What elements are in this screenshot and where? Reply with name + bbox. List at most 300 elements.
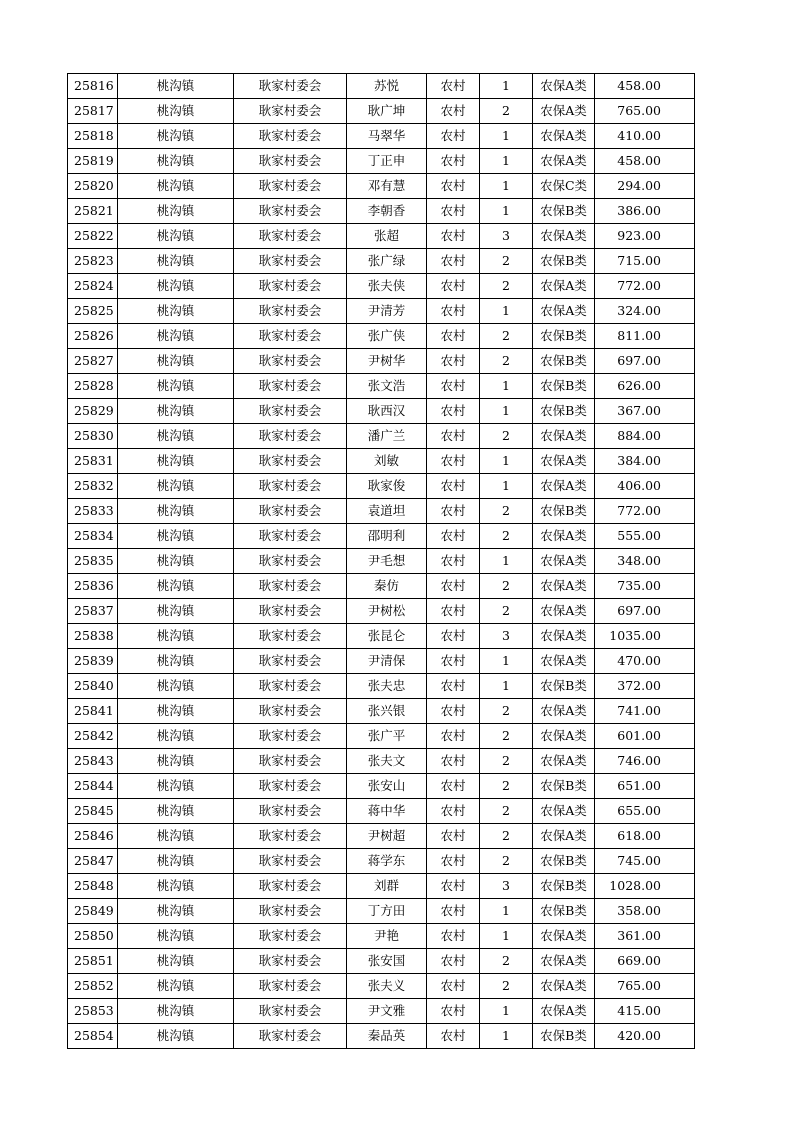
amount-cell: 715.00 (595, 249, 695, 274)
town-cell: 桃沟镇 (118, 724, 234, 749)
person-name-cell: 张兴银 (347, 699, 427, 724)
village-committee-cell: 耿家村委会 (234, 699, 347, 724)
member-count-cell: 1 (480, 999, 533, 1024)
member-count-cell: 1 (480, 174, 533, 199)
person-name-cell: 丁正申 (347, 149, 427, 174)
person-name-cell: 邓有慧 (347, 174, 427, 199)
table-row (68, 274, 695, 299)
member-count-cell: 1 (480, 924, 533, 949)
person-name-cell: 邵明利 (347, 524, 427, 549)
household-type-cell: 农村 (427, 999, 480, 1024)
person-name-cell: 丁方田 (347, 899, 427, 924)
member-count-cell: 2 (480, 499, 533, 524)
insurance-category-cell: 农保A类 (533, 574, 595, 599)
household-type-cell: 农村 (427, 699, 480, 724)
member-count-cell: 2 (480, 724, 533, 749)
town-cell: 桃沟镇 (118, 249, 234, 274)
household-type-cell: 农村 (427, 774, 480, 799)
insurance-category-cell: 农保B类 (533, 249, 595, 274)
table-row (68, 974, 695, 999)
household-type-cell: 农村 (427, 624, 480, 649)
person-name-cell: 尹树超 (347, 824, 427, 849)
village-committee-cell: 耿家村委会 (234, 224, 347, 249)
insurance-category-cell: 农保A类 (533, 924, 595, 949)
insurance-category-cell: 农保B类 (533, 199, 595, 224)
person-name-cell: 张昆仑 (347, 624, 427, 649)
table-row (68, 724, 695, 749)
household-type-cell: 农村 (427, 424, 480, 449)
insurance-category-cell: 农保A类 (533, 599, 595, 624)
member-count-cell: 3 (480, 624, 533, 649)
record-id-cell: 25817 (68, 99, 118, 124)
amount-cell: 361.00 (595, 924, 695, 949)
table-row (68, 124, 695, 149)
amount-cell: 772.00 (595, 499, 695, 524)
record-id-cell: 25838 (68, 624, 118, 649)
table-row (68, 749, 695, 774)
record-id-cell: 25830 (68, 424, 118, 449)
person-name-cell: 张夫忠 (347, 674, 427, 699)
member-count-cell: 3 (480, 224, 533, 249)
person-name-cell: 苏悦 (347, 74, 427, 99)
member-count-cell: 1 (480, 149, 533, 174)
household-type-cell: 农村 (427, 199, 480, 224)
household-type-cell: 农村 (427, 374, 480, 399)
person-name-cell: 耿西汉 (347, 399, 427, 424)
village-committee-cell: 耿家村委会 (234, 649, 347, 674)
amount-cell: 294.00 (595, 174, 695, 199)
person-name-cell: 秦仿 (347, 574, 427, 599)
record-id-cell: 25816 (68, 74, 118, 99)
village-committee-cell: 耿家村委会 (234, 299, 347, 324)
member-count-cell: 2 (480, 749, 533, 774)
village-committee-cell: 耿家村委会 (234, 399, 347, 424)
village-committee-cell: 耿家村委会 (234, 949, 347, 974)
member-count-cell: 2 (480, 949, 533, 974)
person-name-cell: 袁道坦 (347, 499, 427, 524)
household-type-cell: 农村 (427, 249, 480, 274)
person-name-cell: 秦品英 (347, 1024, 427, 1049)
record-id-cell: 25854 (68, 1024, 118, 1049)
town-cell: 桃沟镇 (118, 699, 234, 724)
record-id-cell: 25821 (68, 199, 118, 224)
town-cell: 桃沟镇 (118, 949, 234, 974)
record-id-cell: 25823 (68, 249, 118, 274)
amount-cell: 415.00 (595, 999, 695, 1024)
record-id-cell: 25835 (68, 549, 118, 574)
insurance-category-cell: 农保A类 (533, 99, 595, 124)
household-type-cell: 农村 (427, 549, 480, 574)
amount-cell: 669.00 (595, 949, 695, 974)
town-cell: 桃沟镇 (118, 899, 234, 924)
table-row (68, 474, 695, 499)
town-cell: 桃沟镇 (118, 524, 234, 549)
person-name-cell: 张文浩 (347, 374, 427, 399)
person-name-cell: 蒋中华 (347, 799, 427, 824)
insurance-category-cell: 农保A类 (533, 974, 595, 999)
household-type-cell: 农村 (427, 124, 480, 149)
member-count-cell: 1 (480, 549, 533, 574)
village-committee-cell: 耿家村委会 (234, 849, 347, 874)
person-name-cell: 尹树松 (347, 599, 427, 624)
insurance-category-cell: 农保A类 (533, 474, 595, 499)
amount-cell: 420.00 (595, 1024, 695, 1049)
amount-cell: 348.00 (595, 549, 695, 574)
table-row (68, 324, 695, 349)
person-name-cell: 张广绿 (347, 249, 427, 274)
table-row (68, 874, 695, 899)
table-row (68, 1024, 695, 1049)
member-count-cell: 2 (480, 699, 533, 724)
amount-cell: 811.00 (595, 324, 695, 349)
town-cell: 桃沟镇 (118, 1024, 234, 1049)
table-row (68, 449, 695, 474)
town-cell: 桃沟镇 (118, 849, 234, 874)
amount-cell: 601.00 (595, 724, 695, 749)
table-row (68, 674, 695, 699)
record-id-cell: 25849 (68, 899, 118, 924)
person-name-cell: 尹树华 (347, 349, 427, 374)
table-row (68, 949, 695, 974)
table-row (68, 899, 695, 924)
person-name-cell: 马翠华 (347, 124, 427, 149)
record-id-cell: 25845 (68, 799, 118, 824)
table-row (68, 924, 695, 949)
member-count-cell: 2 (480, 574, 533, 599)
amount-cell: 697.00 (595, 349, 695, 374)
insurance-category-cell: 农保A类 (533, 549, 595, 574)
household-type-cell: 农村 (427, 174, 480, 199)
member-count-cell: 1 (480, 74, 533, 99)
household-type-cell: 农村 (427, 149, 480, 174)
insurance-category-cell: 农保B类 (533, 899, 595, 924)
record-id-cell: 25840 (68, 674, 118, 699)
village-committee-cell: 耿家村委会 (234, 524, 347, 549)
insurance-category-cell: 农保A类 (533, 624, 595, 649)
record-id-cell: 25852 (68, 974, 118, 999)
insurance-category-cell: 农保A类 (533, 299, 595, 324)
household-type-cell: 农村 (427, 924, 480, 949)
insurance-category-cell: 农保A类 (533, 699, 595, 724)
table-row (68, 249, 695, 274)
amount-cell: 741.00 (595, 699, 695, 724)
person-name-cell: 张广侠 (347, 324, 427, 349)
record-id-cell: 25828 (68, 374, 118, 399)
town-cell: 桃沟镇 (118, 149, 234, 174)
amount-cell: 470.00 (595, 649, 695, 674)
village-committee-cell: 耿家村委会 (234, 349, 347, 374)
record-id-cell: 25831 (68, 449, 118, 474)
amount-cell: 765.00 (595, 99, 695, 124)
record-id-cell: 25832 (68, 474, 118, 499)
table-row (68, 224, 695, 249)
town-cell: 桃沟镇 (118, 449, 234, 474)
member-count-cell: 1 (480, 899, 533, 924)
insurance-category-cell: 农保A类 (533, 524, 595, 549)
village-committee-cell: 耿家村委会 (234, 474, 347, 499)
town-cell: 桃沟镇 (118, 574, 234, 599)
village-committee-cell: 耿家村委会 (234, 324, 347, 349)
member-count-cell: 1 (480, 124, 533, 149)
amount-cell: 358.00 (595, 899, 695, 924)
record-id-cell: 25820 (68, 174, 118, 199)
table-row (68, 524, 695, 549)
person-name-cell: 张夫义 (347, 974, 427, 999)
household-type-cell: 农村 (427, 399, 480, 424)
village-committee-cell: 耿家村委会 (234, 199, 347, 224)
town-cell: 桃沟镇 (118, 974, 234, 999)
insurance-category-cell: 农保B类 (533, 499, 595, 524)
table-row (68, 74, 695, 99)
insurance-category-cell: 农保A类 (533, 749, 595, 774)
amount-cell: 384.00 (595, 449, 695, 474)
town-cell: 桃沟镇 (118, 124, 234, 149)
table-row (68, 649, 695, 674)
member-count-cell: 2 (480, 774, 533, 799)
amount-cell: 1035.00 (595, 624, 695, 649)
town-cell: 桃沟镇 (118, 224, 234, 249)
amount-cell: 458.00 (595, 149, 695, 174)
member-count-cell: 1 (480, 449, 533, 474)
amount-cell: 765.00 (595, 974, 695, 999)
amount-cell: 386.00 (595, 199, 695, 224)
record-id-cell: 25842 (68, 724, 118, 749)
town-cell: 桃沟镇 (118, 399, 234, 424)
town-cell: 桃沟镇 (118, 299, 234, 324)
household-type-cell: 农村 (427, 724, 480, 749)
member-count-cell: 1 (480, 399, 533, 424)
table-row (68, 349, 695, 374)
record-id-cell: 25850 (68, 924, 118, 949)
records-table-body (68, 74, 695, 1049)
town-cell: 桃沟镇 (118, 749, 234, 774)
member-count-cell: 2 (480, 324, 533, 349)
town-cell: 桃沟镇 (118, 499, 234, 524)
household-type-cell: 农村 (427, 1024, 480, 1049)
village-committee-cell: 耿家村委会 (234, 424, 347, 449)
village-committee-cell: 耿家村委会 (234, 449, 347, 474)
town-cell: 桃沟镇 (118, 424, 234, 449)
table-row (68, 849, 695, 874)
village-committee-cell: 耿家村委会 (234, 799, 347, 824)
table-row (68, 624, 695, 649)
record-id-cell: 25818 (68, 124, 118, 149)
amount-cell: 618.00 (595, 824, 695, 849)
record-id-cell: 25836 (68, 574, 118, 599)
member-count-cell: 3 (480, 874, 533, 899)
insurance-category-cell: 农保A类 (533, 649, 595, 674)
village-committee-cell: 耿家村委会 (234, 974, 347, 999)
household-type-cell: 农村 (427, 499, 480, 524)
town-cell: 桃沟镇 (118, 374, 234, 399)
village-committee-cell: 耿家村委会 (234, 999, 347, 1024)
village-committee-cell: 耿家村委会 (234, 124, 347, 149)
village-committee-cell: 耿家村委会 (234, 149, 347, 174)
insurance-category-cell: 农保A类 (533, 424, 595, 449)
member-count-cell: 2 (480, 99, 533, 124)
household-type-cell: 农村 (427, 899, 480, 924)
table-row (68, 149, 695, 174)
amount-cell: 923.00 (595, 224, 695, 249)
town-cell: 桃沟镇 (118, 799, 234, 824)
insurance-category-cell: 农保B类 (533, 849, 595, 874)
record-id-cell: 25825 (68, 299, 118, 324)
table-row (68, 174, 695, 199)
person-name-cell: 刘敏 (347, 449, 427, 474)
record-id-cell: 25829 (68, 399, 118, 424)
town-cell: 桃沟镇 (118, 924, 234, 949)
household-type-cell: 农村 (427, 674, 480, 699)
member-count-cell: 1 (480, 649, 533, 674)
village-committee-cell: 耿家村委会 (234, 674, 347, 699)
household-type-cell: 农村 (427, 274, 480, 299)
insurance-category-cell: 农保A类 (533, 74, 595, 99)
village-committee-cell: 耿家村委会 (234, 724, 347, 749)
insurance-category-cell: 农保A类 (533, 999, 595, 1024)
town-cell: 桃沟镇 (118, 349, 234, 374)
amount-cell: 745.00 (595, 849, 695, 874)
household-type-cell: 农村 (427, 99, 480, 124)
records-table (67, 73, 695, 1049)
amount-cell: 458.00 (595, 74, 695, 99)
person-name-cell: 刘群 (347, 874, 427, 899)
member-count-cell: 1 (480, 674, 533, 699)
person-name-cell: 张安山 (347, 774, 427, 799)
insurance-category-cell: 农保A类 (533, 449, 595, 474)
amount-cell: 372.00 (595, 674, 695, 699)
town-cell: 桃沟镇 (118, 549, 234, 574)
table-row (68, 799, 695, 824)
table-row (68, 374, 695, 399)
member-count-cell: 2 (480, 849, 533, 874)
record-id-cell: 25834 (68, 524, 118, 549)
insurance-category-cell: 农保B类 (533, 349, 595, 374)
town-cell: 桃沟镇 (118, 74, 234, 99)
village-committee-cell: 耿家村委会 (234, 74, 347, 99)
village-committee-cell: 耿家村委会 (234, 624, 347, 649)
table-row (68, 99, 695, 124)
household-type-cell: 农村 (427, 524, 480, 549)
household-type-cell: 农村 (427, 799, 480, 824)
record-id-cell: 25841 (68, 699, 118, 724)
member-count-cell: 1 (480, 199, 533, 224)
amount-cell: 772.00 (595, 274, 695, 299)
amount-cell: 746.00 (595, 749, 695, 774)
record-id-cell: 25839 (68, 649, 118, 674)
town-cell: 桃沟镇 (118, 624, 234, 649)
member-count-cell: 2 (480, 524, 533, 549)
household-type-cell: 农村 (427, 974, 480, 999)
amount-cell: 1028.00 (595, 874, 695, 899)
person-name-cell: 张夫文 (347, 749, 427, 774)
town-cell: 桃沟镇 (118, 874, 234, 899)
village-committee-cell: 耿家村委会 (234, 374, 347, 399)
person-name-cell: 李朝香 (347, 199, 427, 224)
insurance-category-cell: 农保A类 (533, 724, 595, 749)
town-cell: 桃沟镇 (118, 274, 234, 299)
village-committee-cell: 耿家村委会 (234, 599, 347, 624)
village-committee-cell: 耿家村委会 (234, 824, 347, 849)
insurance-category-cell: 农保B类 (533, 874, 595, 899)
amount-cell: 697.00 (595, 599, 695, 624)
household-type-cell: 农村 (427, 299, 480, 324)
table-row (68, 574, 695, 599)
person-name-cell: 张夫侠 (347, 274, 427, 299)
village-committee-cell: 耿家村委会 (234, 249, 347, 274)
record-id-cell: 25822 (68, 224, 118, 249)
household-type-cell: 农村 (427, 224, 480, 249)
record-id-cell: 25847 (68, 849, 118, 874)
table-row (68, 299, 695, 324)
member-count-cell: 1 (480, 474, 533, 499)
record-id-cell: 25846 (68, 824, 118, 849)
member-count-cell: 2 (480, 974, 533, 999)
person-name-cell: 张超 (347, 224, 427, 249)
person-name-cell: 潘广兰 (347, 424, 427, 449)
record-id-cell: 25833 (68, 499, 118, 524)
person-name-cell: 尹文雅 (347, 999, 427, 1024)
household-type-cell: 农村 (427, 349, 480, 374)
member-count-cell: 2 (480, 349, 533, 374)
record-id-cell: 25853 (68, 999, 118, 1024)
member-count-cell: 1 (480, 374, 533, 399)
insurance-category-cell: 农保A类 (533, 274, 595, 299)
town-cell: 桃沟镇 (118, 99, 234, 124)
insurance-category-cell: 农保A类 (533, 949, 595, 974)
town-cell: 桃沟镇 (118, 824, 234, 849)
record-id-cell: 25844 (68, 774, 118, 799)
record-id-cell: 25851 (68, 949, 118, 974)
person-name-cell: 耿广坤 (347, 99, 427, 124)
village-committee-cell: 耿家村委会 (234, 174, 347, 199)
member-count-cell: 2 (480, 274, 533, 299)
household-type-cell: 农村 (427, 449, 480, 474)
member-count-cell: 2 (480, 824, 533, 849)
insurance-category-cell: 农保B类 (533, 374, 595, 399)
person-name-cell: 蒋学东 (347, 849, 427, 874)
insurance-category-cell: 农保B类 (533, 324, 595, 349)
village-committee-cell: 耿家村委会 (234, 924, 347, 949)
insurance-category-cell: 农保B类 (533, 774, 595, 799)
amount-cell: 324.00 (595, 299, 695, 324)
insurance-category-cell: 农保A类 (533, 149, 595, 174)
table-row (68, 549, 695, 574)
town-cell: 桃沟镇 (118, 649, 234, 674)
person-name-cell: 张安国 (347, 949, 427, 974)
person-name-cell: 尹清保 (347, 649, 427, 674)
table-row (68, 599, 695, 624)
amount-cell: 626.00 (595, 374, 695, 399)
amount-cell: 406.00 (595, 474, 695, 499)
table-row (68, 774, 695, 799)
village-committee-cell: 耿家村委会 (234, 774, 347, 799)
table-row (68, 999, 695, 1024)
insurance-category-cell: 农保A类 (533, 124, 595, 149)
insurance-category-cell: 农保B类 (533, 674, 595, 699)
amount-cell: 555.00 (595, 524, 695, 549)
amount-cell: 410.00 (595, 124, 695, 149)
town-cell: 桃沟镇 (118, 774, 234, 799)
amount-cell: 651.00 (595, 774, 695, 799)
person-name-cell: 张广平 (347, 724, 427, 749)
household-type-cell: 农村 (427, 824, 480, 849)
village-committee-cell: 耿家村委会 (234, 1024, 347, 1049)
person-name-cell: 尹清芳 (347, 299, 427, 324)
insurance-category-cell: 农保B类 (533, 1024, 595, 1049)
household-type-cell: 农村 (427, 324, 480, 349)
amount-cell: 884.00 (595, 424, 695, 449)
member-count-cell: 1 (480, 299, 533, 324)
